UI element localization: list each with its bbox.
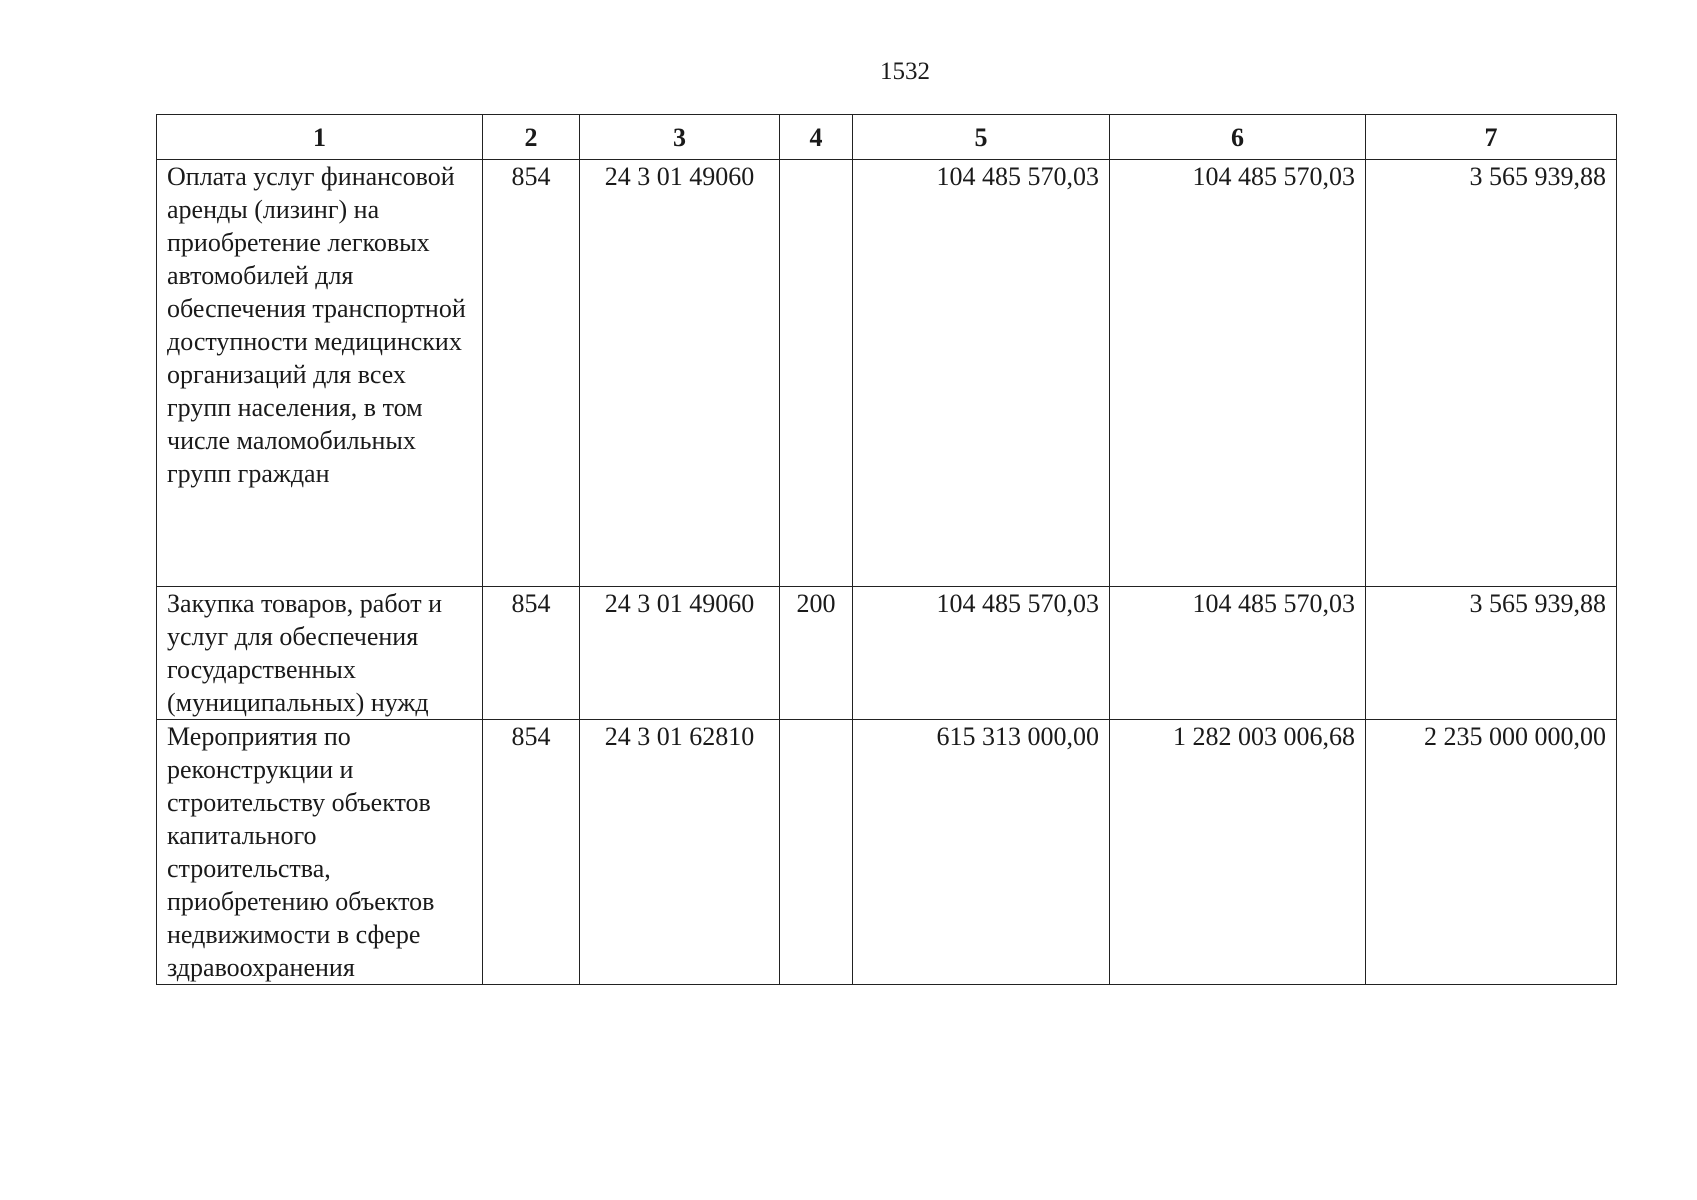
column-header: 1 — [157, 115, 483, 160]
department-code: 854 — [483, 720, 580, 985]
header-row — [157, 115, 1617, 160]
amount-col-6: 104 485 570,03 — [1110, 587, 1366, 720]
amount-col-7: 2 235 000 000,00 — [1366, 720, 1617, 985]
table-row — [157, 720, 1617, 985]
target-article-code: 24 3 01 62810 — [580, 720, 780, 985]
target-article-code: 24 3 01 49060 — [580, 587, 780, 720]
table-row — [157, 587, 1617, 720]
column-header: 6 — [1110, 115, 1366, 160]
expense-type-code — [780, 160, 853, 587]
column-header: 5 — [853, 115, 1110, 160]
amount-col-5: 104 485 570,03 — [853, 160, 1110, 587]
amount-col-5: 104 485 570,03 — [853, 587, 1110, 720]
column-header: 3 — [580, 115, 780, 160]
item-name: Оплата услуг финансовой аренды (лизинг) на приобретение легковых автомобилей для обеспечения транспортной доступности медицинских организаций для всех групп населения, в том числе маломобильных групп граждан — [157, 160, 483, 587]
column-header: 4 — [780, 115, 853, 160]
amount-col-7: 3 565 939,88 — [1366, 587, 1617, 720]
column-header: 2 — [483, 115, 580, 160]
amount-col-5: 615 313 000,00 — [853, 720, 1110, 985]
page-number: 1532 — [880, 58, 930, 85]
expense-type-code: 200 — [780, 587, 853, 720]
amount-col-6: 104 485 570,03 — [1110, 160, 1366, 587]
expense-type-code — [780, 720, 853, 985]
amount-col-6: 1 282 003 006,68 — [1110, 720, 1366, 985]
department-code: 854 — [483, 587, 580, 720]
column-header: 7 — [1366, 115, 1617, 160]
item-name: Мероприятия по реконструкции и строительству объектов капитального строительства, приобретению объектов недвижимости в сфере здравоохранения — [157, 720, 483, 985]
amount-col-7: 3 565 939,88 — [1366, 160, 1617, 587]
table-row — [157, 160, 1617, 587]
budget-table — [156, 114, 1617, 985]
department-code: 854 — [483, 160, 580, 587]
item-name: Закупка товаров, работ и услуг для обеспечения государственных (муниципальных) нужд — [157, 587, 483, 720]
target-article-code: 24 3 01 49060 — [580, 160, 780, 587]
